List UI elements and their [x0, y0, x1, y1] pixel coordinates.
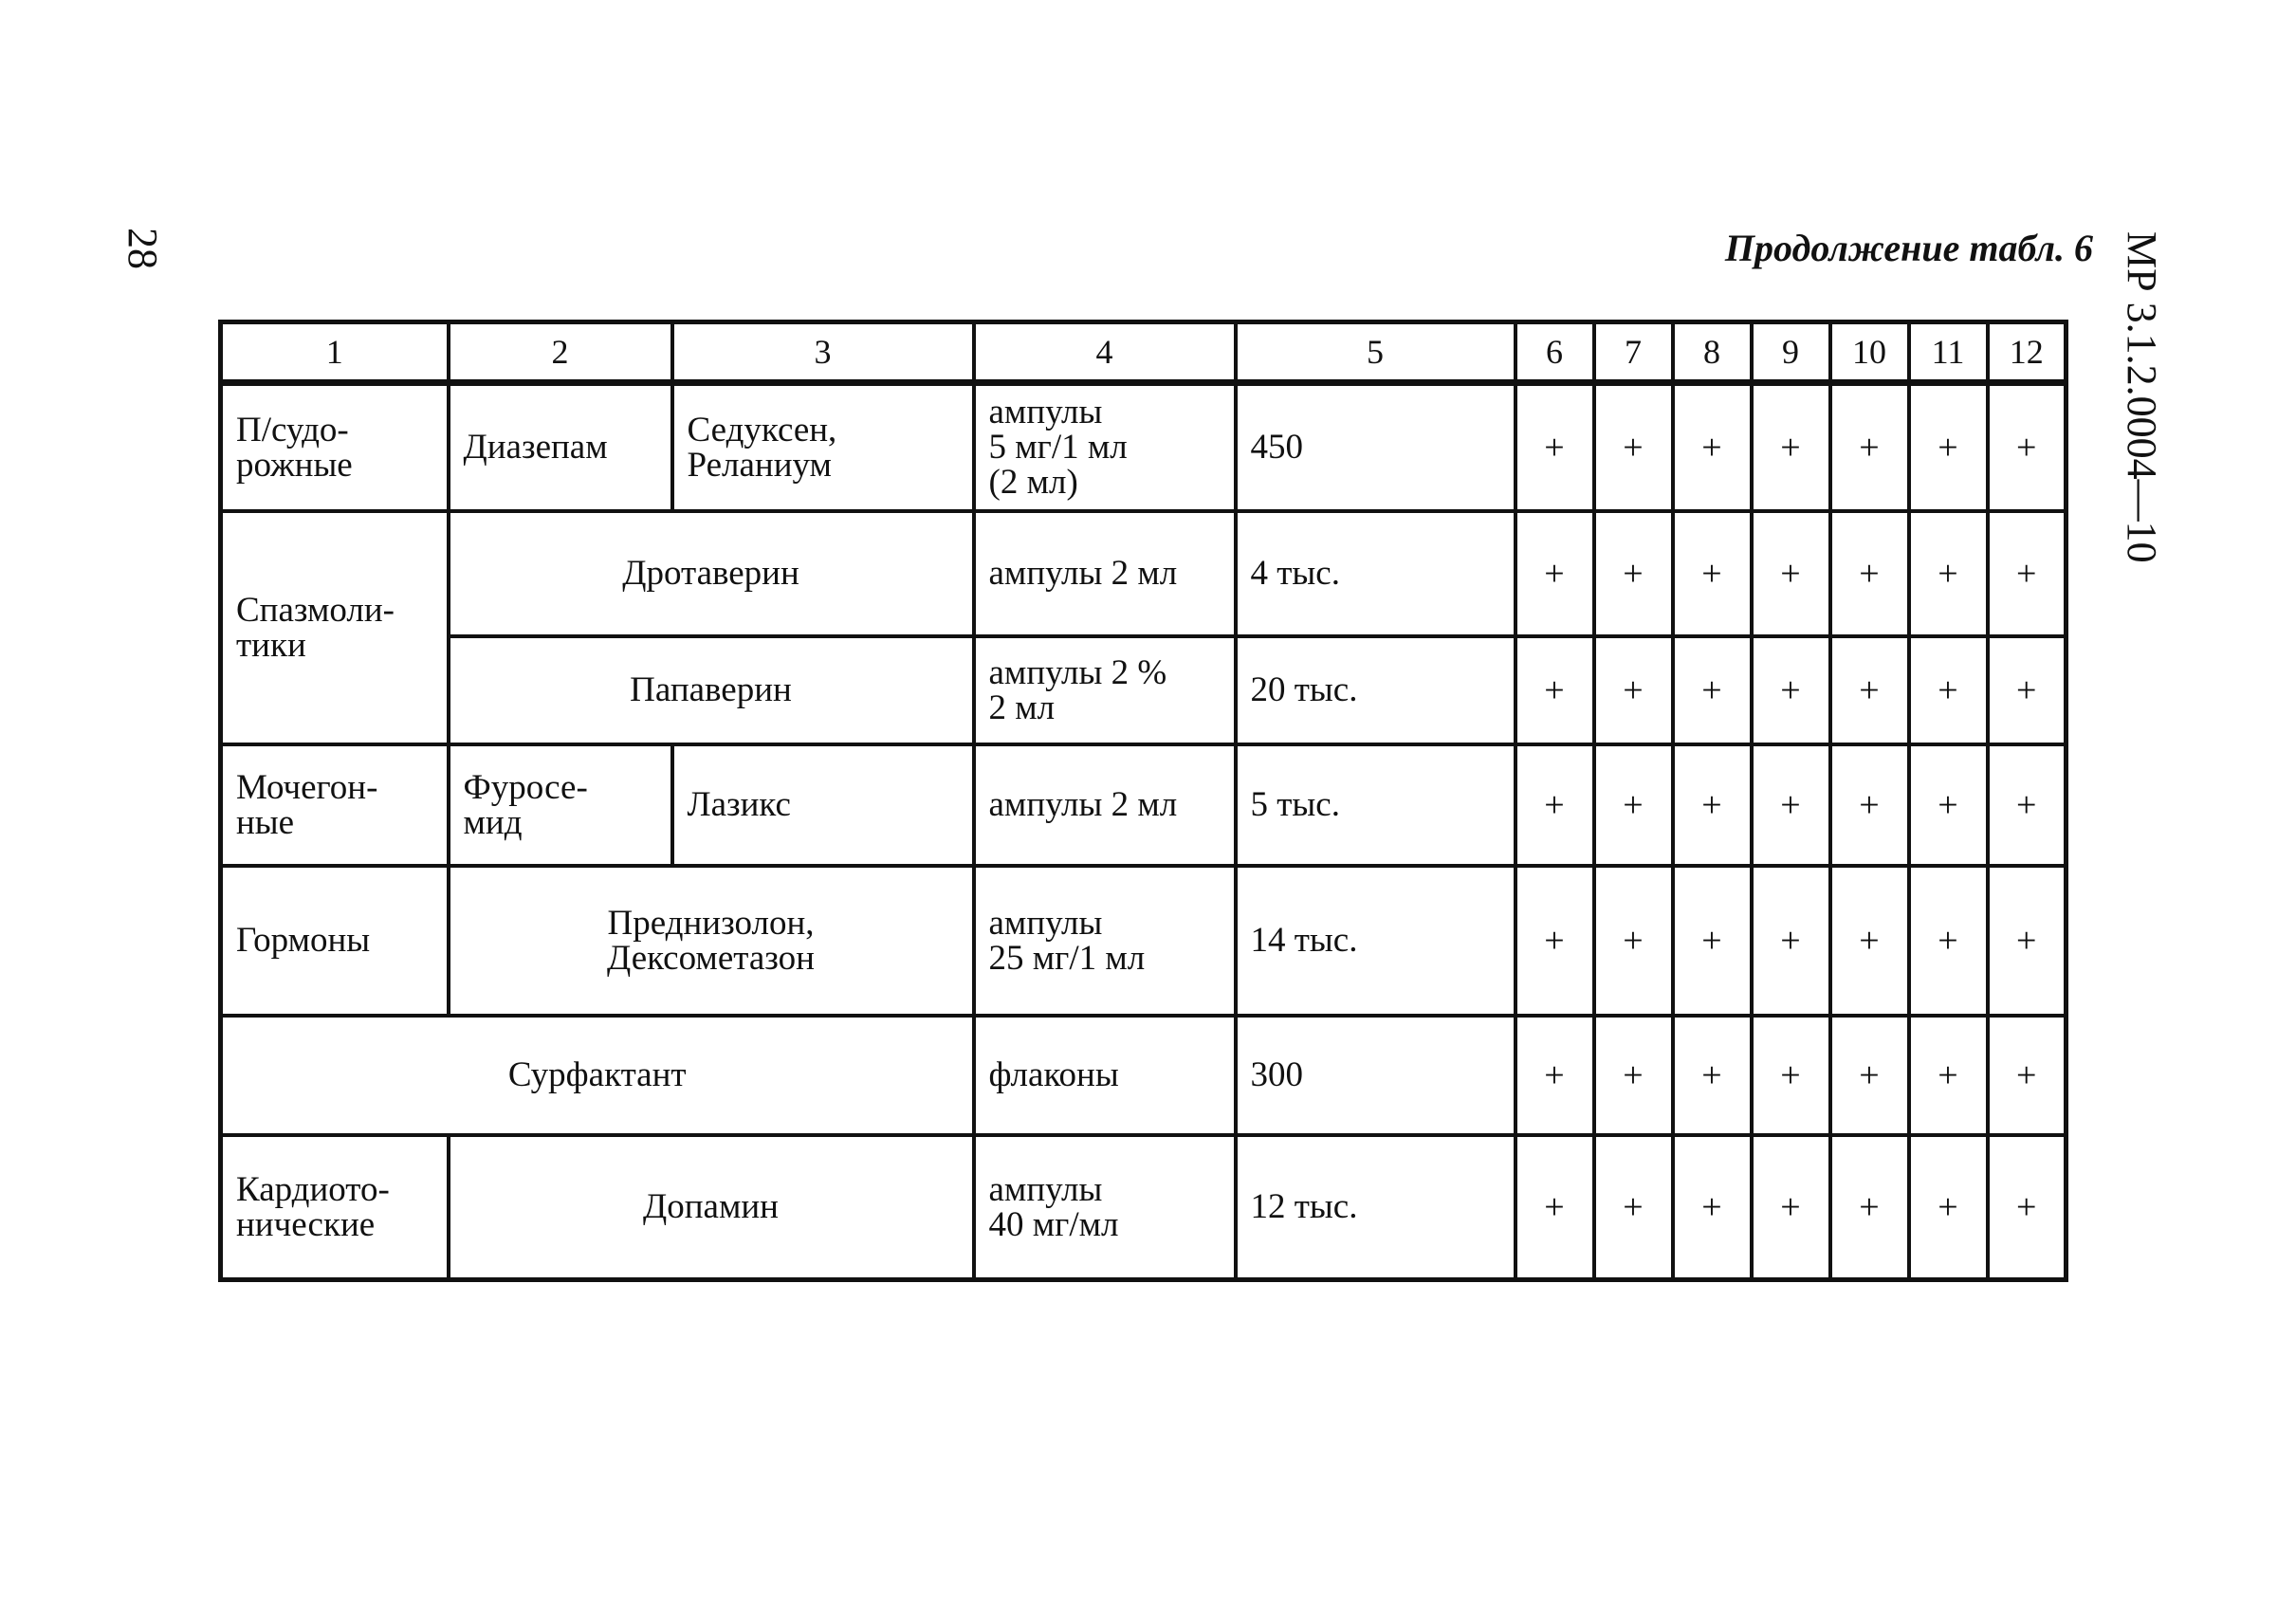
- drug-cell: Сурфактант: [221, 1016, 974, 1135]
- plus-mark: +: [1752, 1016, 1830, 1135]
- plus-mark: +: [1515, 866, 1594, 1016]
- column-header: 5: [1236, 322, 1515, 383]
- plus-mark: +: [1909, 1016, 1988, 1135]
- drug-table: [218, 320, 2068, 1282]
- column-header: 8: [1673, 322, 1752, 383]
- page-number: 28: [119, 228, 166, 269]
- column-header: 6: [1515, 322, 1594, 383]
- quantity-cell: 300: [1236, 1016, 1515, 1135]
- column-header: 4: [974, 322, 1236, 383]
- column-header: 12: [1988, 322, 2066, 383]
- plus-mark: +: [1988, 1016, 2066, 1135]
- form-cell: ампулы 25 мг/1 мл: [974, 866, 1236, 1016]
- plus-mark: +: [1594, 1135, 1673, 1280]
- brand-cell: Лазикс: [672, 744, 974, 866]
- quantity-cell: 14 тыс.: [1236, 866, 1515, 1016]
- plus-mark: +: [1988, 866, 2066, 1016]
- plus-mark: +: [1594, 511, 1673, 636]
- plus-mark: +: [1594, 744, 1673, 866]
- plus-mark: +: [1909, 636, 1988, 744]
- plus-mark: +: [1988, 383, 2066, 511]
- drug-cell: Преднизолон, Дексометазон: [449, 866, 974, 1016]
- form-cell: ампулы 2 % 2 мл: [974, 636, 1236, 744]
- form-cell: ампулы 5 мг/1 мл (2 мл): [974, 383, 1236, 511]
- plus-mark: +: [1830, 636, 1909, 744]
- form-cell: флаконы: [974, 1016, 1236, 1135]
- quantity-cell: 20 тыс.: [1236, 636, 1515, 744]
- plus-mark: +: [1988, 636, 2066, 744]
- column-header: 3: [672, 322, 974, 383]
- group-cell: Гормоны: [221, 866, 449, 1016]
- form-cell: ампулы 40 мг/мл: [974, 1135, 1236, 1280]
- table-caption: Продолжение табл. 6: [1724, 227, 2093, 269]
- plus-mark: +: [1830, 1135, 1909, 1280]
- plus-mark: +: [1909, 744, 1988, 866]
- plus-mark: +: [1515, 744, 1594, 866]
- plus-mark: +: [1673, 511, 1752, 636]
- form-cell: ампулы 2 мл: [974, 511, 1236, 636]
- group-cell: Мочегон- ные: [221, 744, 449, 866]
- plus-mark: +: [1594, 383, 1673, 511]
- group-cell: Кардиото- нические: [221, 1135, 449, 1280]
- table-header-row: [221, 322, 2066, 383]
- column-header: 11: [1909, 322, 1988, 383]
- table-row: [221, 511, 2066, 636]
- plus-mark: +: [1909, 383, 1988, 511]
- column-header: 7: [1594, 322, 1673, 383]
- plus-mark: +: [1673, 1016, 1752, 1135]
- plus-mark: +: [1752, 866, 1830, 1016]
- plus-mark: +: [1909, 866, 1988, 1016]
- form-cell: ампулы 2 мл: [974, 744, 1236, 866]
- group-cell: Спазмоли- тики: [221, 511, 449, 744]
- plus-mark: +: [1830, 383, 1909, 511]
- table-row: [221, 744, 2066, 866]
- quantity-cell: 4 тыс.: [1236, 511, 1515, 636]
- quantity-cell: 5 тыс.: [1236, 744, 1515, 866]
- plus-mark: +: [1909, 1135, 1988, 1280]
- quantity-cell: 450: [1236, 383, 1515, 511]
- drug-cell: Дротаверин: [449, 511, 974, 636]
- plus-mark: +: [1830, 1016, 1909, 1135]
- column-header: 2: [449, 322, 672, 383]
- column-header: 9: [1752, 322, 1830, 383]
- quantity-cell: 12 тыс.: [1236, 1135, 1515, 1280]
- plus-mark: +: [1673, 383, 1752, 511]
- plus-mark: +: [1988, 744, 2066, 866]
- plus-mark: +: [1673, 1135, 1752, 1280]
- plus-mark: +: [1594, 636, 1673, 744]
- plus-mark: +: [1830, 511, 1909, 636]
- plus-mark: +: [1752, 383, 1830, 511]
- plus-mark: +: [1830, 744, 1909, 866]
- plus-mark: +: [1673, 866, 1752, 1016]
- plus-mark: +: [1752, 511, 1830, 636]
- table-row: [221, 1135, 2066, 1280]
- table-row: [221, 866, 2066, 1016]
- plus-mark: +: [1752, 744, 1830, 866]
- plus-mark: +: [1752, 636, 1830, 744]
- plus-mark: +: [1594, 866, 1673, 1016]
- plus-mark: +: [1909, 511, 1988, 636]
- plus-mark: +: [1673, 636, 1752, 744]
- plus-mark: +: [1988, 511, 2066, 636]
- table-row: [221, 636, 2066, 744]
- drug-cell: Фуросе- мид: [449, 744, 672, 866]
- plus-mark: +: [1988, 1135, 2066, 1280]
- plus-mark: +: [1830, 866, 1909, 1016]
- table-row: [221, 1016, 2066, 1135]
- column-header: 1: [221, 322, 449, 383]
- plus-mark: +: [1515, 383, 1594, 511]
- brand-cell: Седуксен, Реланиум: [672, 383, 974, 511]
- plus-mark: +: [1515, 636, 1594, 744]
- group-cell: П/судо- рожные: [221, 383, 449, 511]
- drug-cell: Допамин: [449, 1135, 974, 1280]
- plus-mark: +: [1515, 1135, 1594, 1280]
- column-header: 10: [1830, 322, 1909, 383]
- plus-mark: +: [1594, 1016, 1673, 1135]
- plus-mark: +: [1515, 1016, 1594, 1135]
- document-code: МР 3.1.2.0004—10: [2119, 231, 2165, 563]
- table-row: [221, 383, 2066, 511]
- plus-mark: +: [1752, 1135, 1830, 1280]
- plus-mark: +: [1515, 511, 1594, 636]
- drug-cell: Диазепам: [449, 383, 672, 511]
- plus-mark: +: [1673, 744, 1752, 866]
- drug-cell: Папаверин: [449, 636, 974, 744]
